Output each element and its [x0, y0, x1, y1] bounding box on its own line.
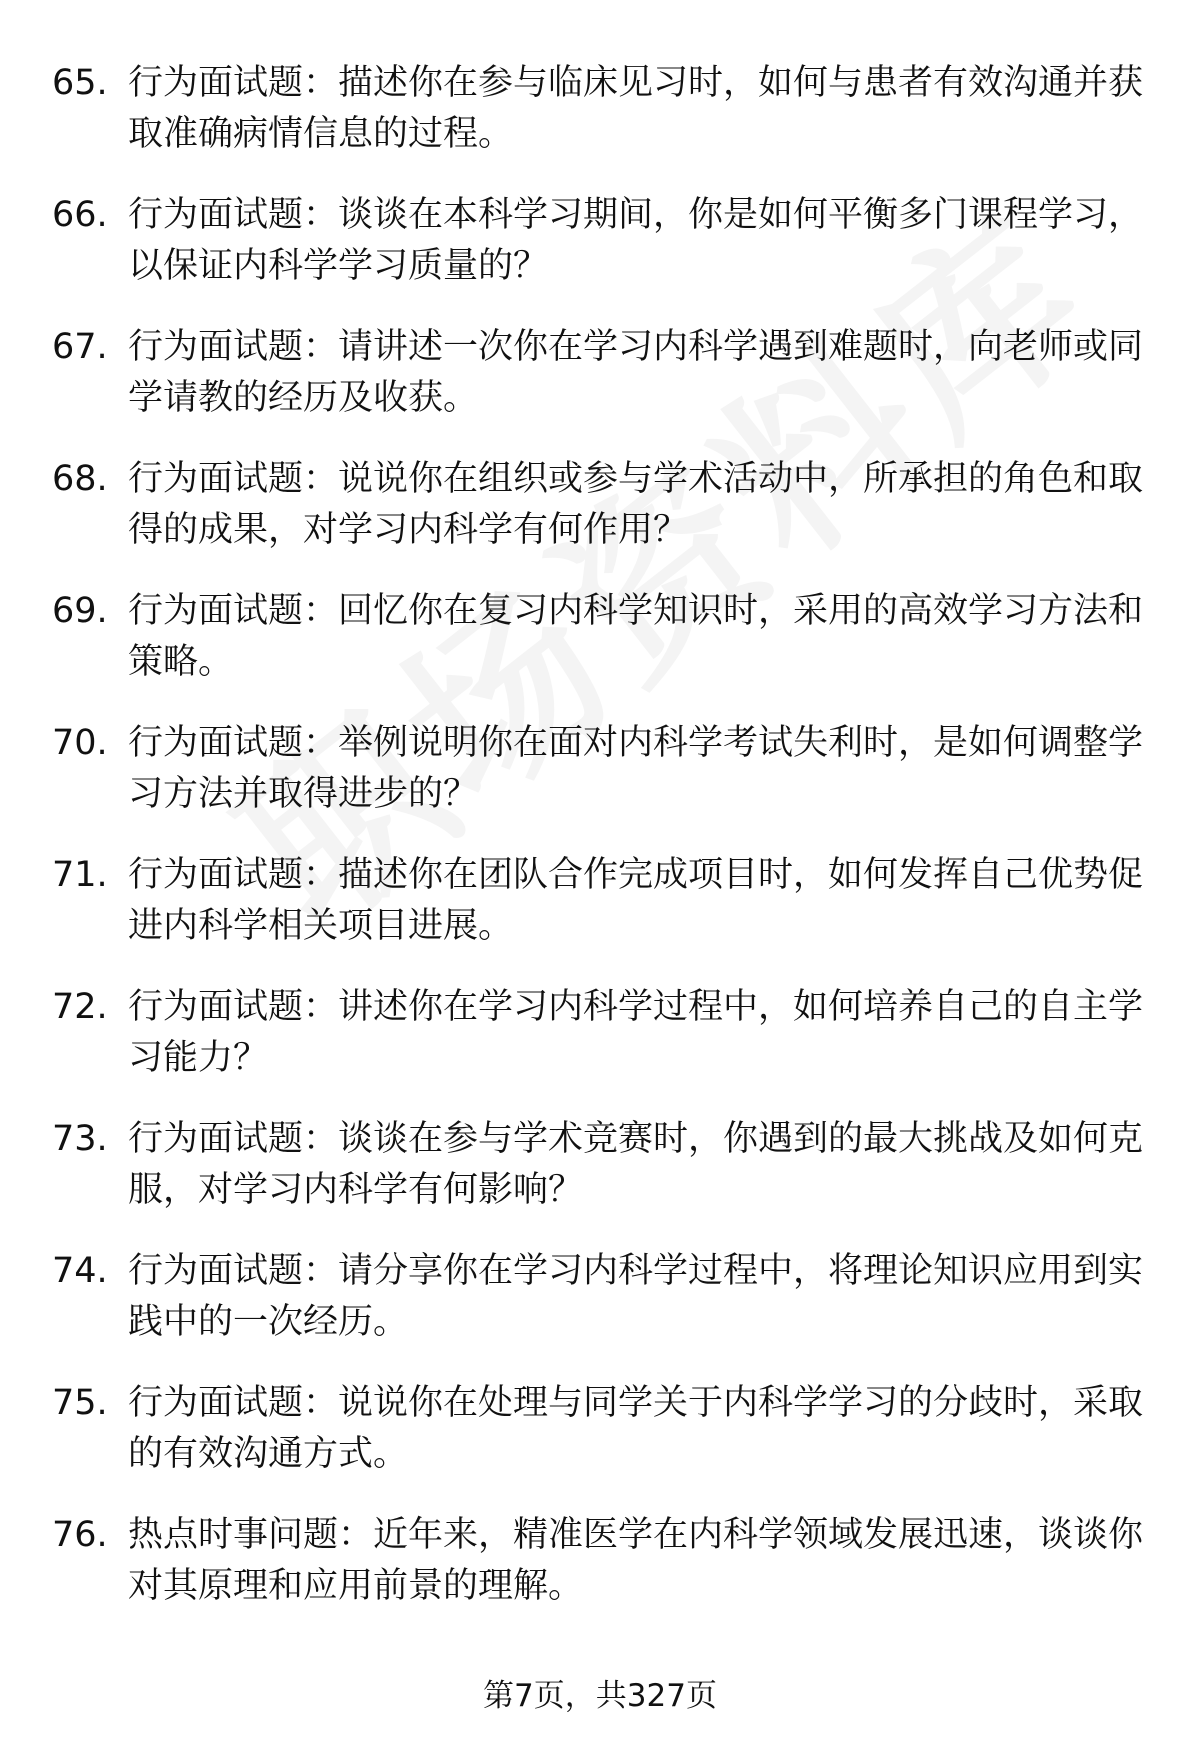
question-text: 行为面试题：说说你在组织或参与学术活动中，所承担的角色和取得的成果，对学习内科学有何作用？: [128, 459, 1144, 550]
question-number: 73.: [52, 1119, 108, 1159]
question-number: 65.: [52, 63, 108, 103]
page-footer: 第7页，共327页: [483, 1678, 717, 1714]
question-item: [52, 1378, 1152, 1510]
question-text: 行为面试题：举例说明你在面对内科学考试失利时，是如何调整学习方法并取得进步的？: [128, 723, 1144, 814]
question-text: 行为面试题：请讲述一次你在学习内科学遇到难题时，向老师或同学请教的经历及收获。: [128, 327, 1144, 418]
question-text: 行为面试题：回忆你在复习内科学知识时，采用的高效学习方法和策略。: [128, 591, 1144, 682]
question-item: [52, 190, 1152, 322]
question-item: [52, 322, 1152, 454]
question-number: 71.: [52, 855, 108, 895]
question-text: 行为面试题：描述你在参与临床见习时，如何与患者有效沟通并获取准确病情信息的过程。: [128, 63, 1144, 154]
question-item: [52, 1246, 1152, 1378]
question-number: 67.: [52, 327, 108, 367]
question-text: 行为面试题：描述你在团队合作完成项目时，如何发挥自己优势促进内科学相关项目进展。: [128, 855, 1144, 946]
question-item: [52, 982, 1152, 1114]
question-number: 72.: [52, 987, 108, 1027]
question-number: 76.: [52, 1515, 108, 1555]
question-text: 热点时事问题：近年来，精准医学在内科学领域发展迅速，谈谈你对其原理和应用前景的理解。: [128, 1515, 1144, 1606]
question-number: 68.: [52, 459, 108, 499]
question-item: [52, 850, 1152, 982]
question-item: [52, 454, 1152, 586]
question-item: [52, 1114, 1152, 1246]
question-number: 66.: [52, 195, 108, 235]
question-text: 行为面试题：谈谈在本科学习期间，你是如何平衡多门课程学习，以保证内科学学习质量的？: [128, 195, 1144, 286]
question-list: [52, 58, 1152, 1642]
question-item: [52, 1510, 1152, 1642]
question-item: [52, 586, 1152, 718]
question-item: [52, 718, 1152, 850]
question-text: 行为面试题：请分享你在学习内科学过程中，将理论知识应用到实践中的一次经历。: [128, 1251, 1144, 1342]
question-text: 行为面试题：说说你在处理与同学关于内科学学习的分歧时，采取的有效沟通方式。: [128, 1383, 1144, 1474]
question-number: 75.: [52, 1383, 108, 1423]
question-text: 行为面试题：讲述你在学习内科学过程中，如何培养自己的自主学习能力？: [128, 987, 1144, 1078]
question-number: 74.: [52, 1251, 108, 1291]
question-item: [52, 58, 1152, 190]
question-number: 69.: [52, 591, 108, 631]
question-text: 行为面试题：谈谈在参与学术竞赛时，你遇到的最大挑战及如何克服，对学习内科学有何影响？: [128, 1119, 1144, 1210]
question-number: 70.: [52, 723, 108, 763]
